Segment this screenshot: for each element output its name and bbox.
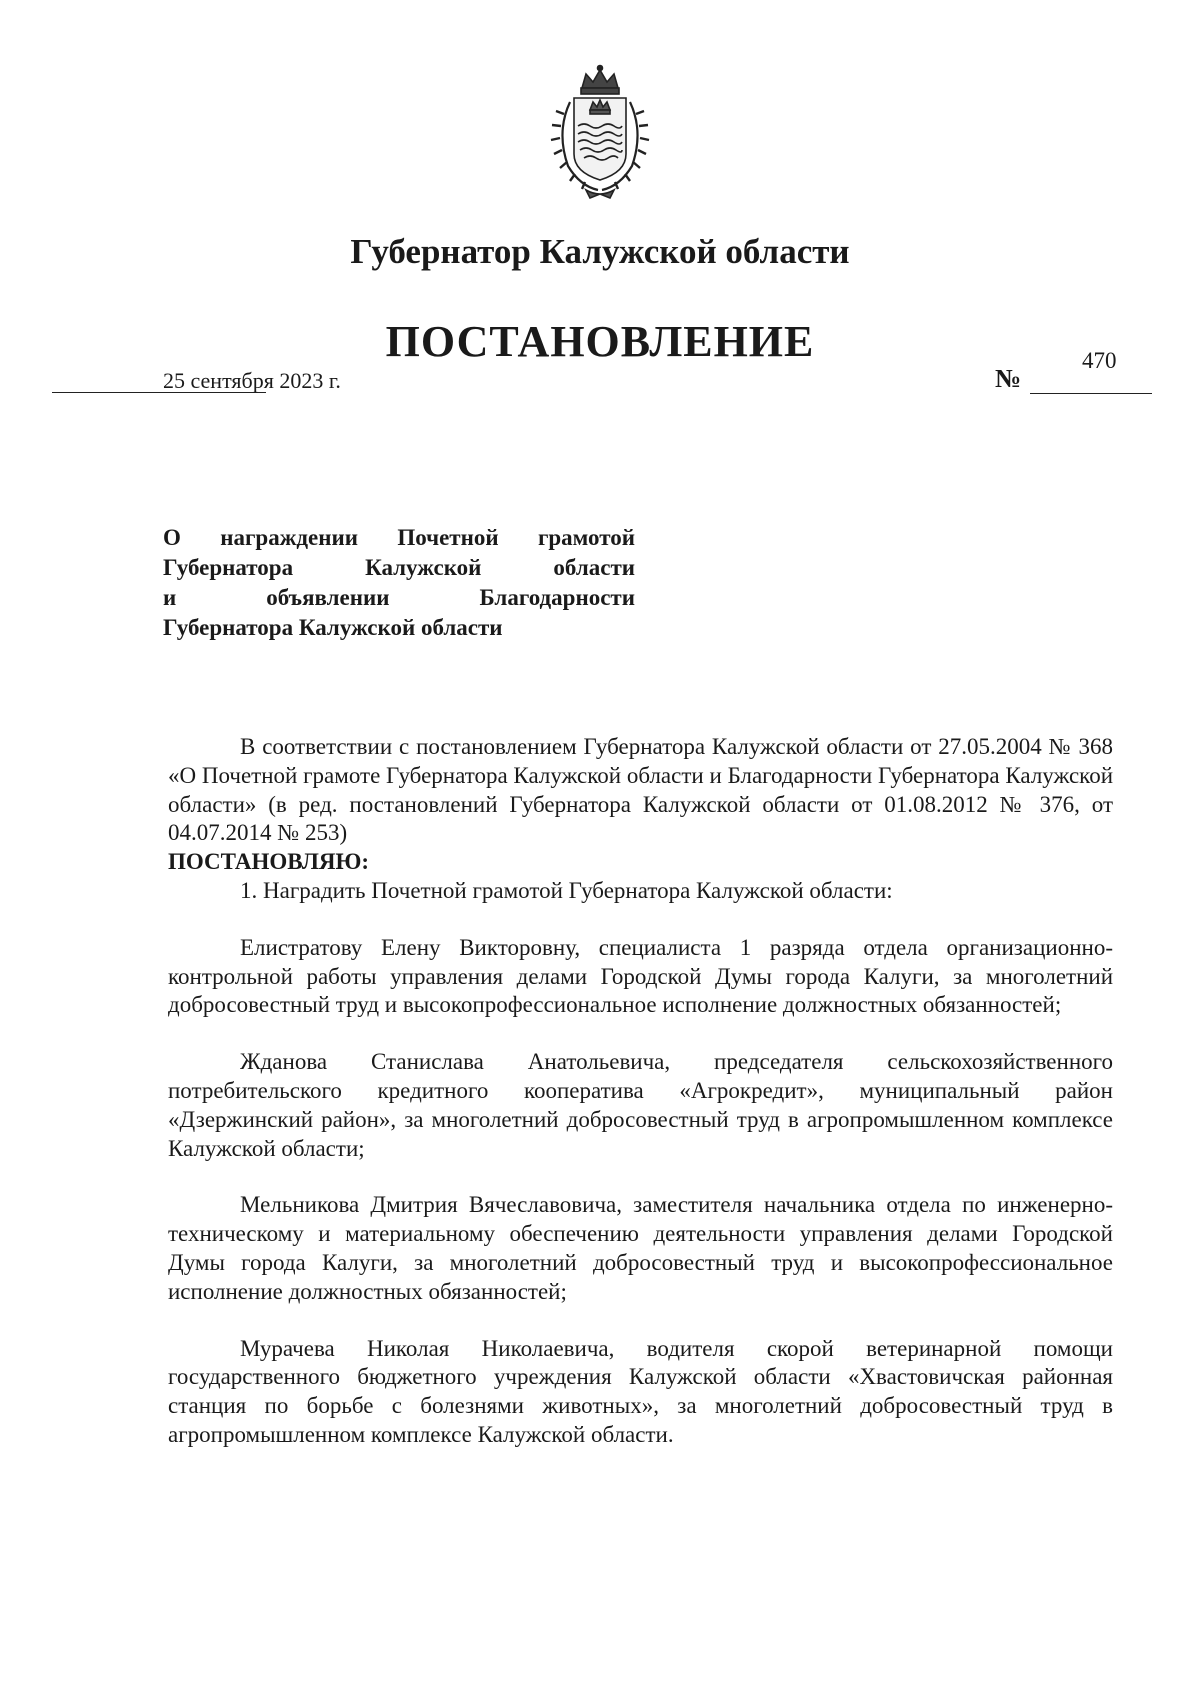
decree-word: ПОСТАНОВЛЯЮ: <box>168 849 370 875</box>
document-body <box>168 733 1113 1450</box>
awardee-paragraph: Мурачева Николая Николаевича, водителя скорой ветеринарной помощи государственного бюджетного учреждения Калужской области «Хвастовичская районная станция по борьбе с болезнями животных», за многолетний добросовестный труд в агропромышленном комплексе Калужской области. <box>168 1335 1113 1447</box>
awardee-paragraph: Елистратову Елену Викторовну, специалиста 1 разряда отдела организационно-контрольной работы управления делами Городской Думы города Калуги, за многолетний добросовестный труд и высокопрофессиональное исполнение должностных обязанностей; <box>168 934 1113 1018</box>
preamble-paragraph: В соответствии с постановлением Губернатора Калужской области от 27.05.2004 № 368 «О Почетной грамоте Губернатора Калужской области и Благодарности Губернатора Калужской области» (в ред. постановлений Губернатора Калужской области от 01.08.2012 № 376, от 04.07.2014 № 253) <box>168 734 1113 846</box>
subject-line: и объявлении Благодарности <box>163 585 635 610</box>
item-1: 1. Наградить Почетной грамотой Губернатора Калужской области: <box>240 877 893 903</box>
number-label: № <box>995 364 1022 393</box>
number-underline <box>1030 393 1152 394</box>
awardee-paragraph: Жданова Станислава Анатольевича, председателя сельскохозяйственного потребительского кредитного кооператива «Агрокредит», муниципальный район «Дзержинский район», за многолетний добросовестный труд в агропромышленном комплексе Калужской области; <box>168 1049 1113 1161</box>
document-date: 25 сентября 2023 г. <box>163 368 341 393</box>
awardee-paragraph: Мельникова Дмитрия Вячеславовича, заместителя начальника отдела по инженерно-техническому и материальному обеспечению деятельности управления делами Городской Думы города Калуги, за многолетний добросовестный труд и высокопрофессиональное исполнение должностных обязанностей; <box>168 1192 1113 1304</box>
document-subject <box>163 523 635 643</box>
issuing-authority: Губернатор Калужской области <box>350 232 850 271</box>
subject-line: О награждении Почетной грамотой <box>163 525 635 550</box>
document-number: 470 <box>1082 348 1117 373</box>
document-type: ПОСТАНОВЛЕНИЕ <box>385 317 815 366</box>
kaluga-coat-of-arms-icon <box>540 62 660 202</box>
subject-line: Губернатора Калужской области <box>163 555 635 580</box>
subject-line: Губернатора Калужской области <box>163 615 503 640</box>
